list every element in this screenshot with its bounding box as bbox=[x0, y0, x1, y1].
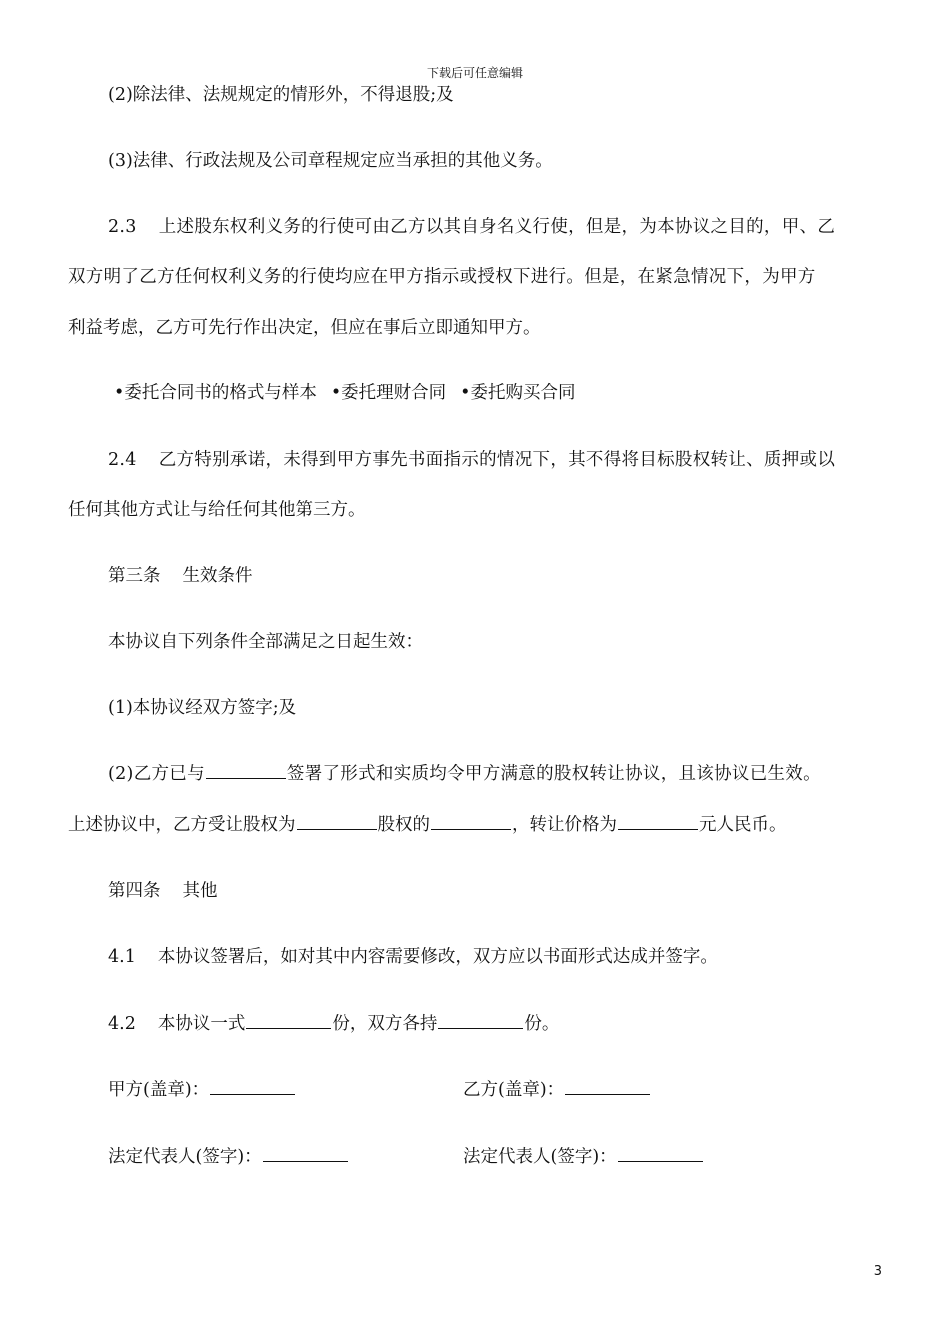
blank-field[interactable] bbox=[565, 1080, 650, 1095]
clause-2-2-item-2: (2)除法律、法规规定的情形外，不得退股;及 bbox=[108, 85, 454, 105]
clause-number: 4.2 bbox=[108, 1014, 136, 1034]
page-header: 下载后可任意编辑 bbox=[426, 66, 523, 80]
condition-2-line-2 bbox=[68, 814, 787, 836]
clause-text: 上述股东权利义务的行使可由乙方以其自身名义行使，但是，为本协议之目的，甲、乙 bbox=[158, 217, 836, 237]
clause-text: 乙方特别承诺，未得到甲方事先书面指示的情况下，其不得将目标股权转让、质押或以 bbox=[158, 450, 836, 470]
page-number: 3 bbox=[873, 1264, 882, 1279]
clause-2-3-line-3: 利益考虑，乙方可先行作出决定，但应在事后立即通知甲方。 bbox=[68, 318, 541, 338]
clause-2-4-line-2: 任何其他方式让与给任何其他第三方。 bbox=[68, 500, 366, 520]
related-link[interactable]: •委托合同书的格式与样本 bbox=[114, 383, 317, 403]
condition-2-text-e: ，转让价格为 bbox=[512, 815, 617, 835]
clause-2-3-line-2: 双方明了乙方任何权利义务的行使均应在甲方指示或授权下进行。但是，在紧急情况下，为甲方 bbox=[68, 267, 816, 287]
clause-text-c: 份。 bbox=[524, 1014, 560, 1034]
party-a-rep-label: 法定代表人(签字)： bbox=[108, 1147, 262, 1167]
clause-4-1 bbox=[108, 946, 718, 968]
condition-2-text-b: 签署了形式和实质均令甲方满意的股权转让协议，且该协议已生效。 bbox=[286, 764, 821, 784]
section-4-heading bbox=[108, 880, 218, 902]
section-3-heading bbox=[108, 565, 253, 587]
related-link[interactable]: •委托理财合同 bbox=[330, 383, 447, 403]
blank-field[interactable] bbox=[297, 815, 377, 830]
section-title: 生效条件 bbox=[182, 566, 253, 586]
party-a-seal-label: 甲方(盖章)： bbox=[108, 1080, 210, 1100]
blank-field[interactable] bbox=[246, 1014, 331, 1029]
clause-text: 本协议签署后，如对其中内容需要修改，双方应以书面形式达成并签字。 bbox=[157, 947, 718, 967]
blank-field[interactable] bbox=[618, 815, 698, 830]
condition-2-text-d: 股权的 bbox=[377, 815, 430, 835]
condition-1: (1)本协议经双方签字;及 bbox=[108, 698, 297, 718]
clause-number: 2.4 bbox=[108, 450, 137, 470]
clause-2-2-item-3: (3)法律、行政法规及公司章程规定应当承担的其他义务。 bbox=[108, 151, 553, 171]
party-a-seal-line bbox=[108, 1079, 296, 1101]
clause-text-b: 份，双方各持 bbox=[332, 1014, 438, 1034]
party-b-seal-line bbox=[463, 1079, 651, 1101]
clause-text-a: 本协议一式 bbox=[157, 1014, 246, 1034]
clause-2-3-line-1 bbox=[108, 216, 835, 238]
related-link[interactable]: •委托购买合同 bbox=[460, 383, 576, 403]
condition-2-line-1 bbox=[108, 763, 821, 785]
effect-conditions-intro: 本协议自下列条件全部满足之日起生效： bbox=[108, 632, 423, 652]
related-links bbox=[114, 382, 575, 404]
condition-2-text-c: 上述协议中，乙方受让股权为 bbox=[68, 815, 296, 835]
section-number: 第三条 bbox=[108, 566, 161, 586]
party-b-seal-label: 乙方(盖章)： bbox=[463, 1080, 565, 1100]
party-a-rep-line bbox=[108, 1146, 349, 1168]
blank-field[interactable] bbox=[206, 764, 286, 779]
section-number: 第四条 bbox=[108, 881, 161, 901]
party-b-rep-line bbox=[463, 1146, 704, 1168]
blank-field[interactable] bbox=[618, 1147, 703, 1162]
clause-number: 2.3 bbox=[108, 217, 137, 237]
blank-field[interactable] bbox=[431, 815, 511, 830]
clause-2-4-line-1 bbox=[108, 449, 835, 471]
blank-field[interactable] bbox=[263, 1147, 348, 1162]
party-b-rep-label: 法定代表人(签字)： bbox=[463, 1147, 617, 1167]
condition-2-text-a: (2)乙方已与 bbox=[108, 764, 205, 784]
blank-field[interactable] bbox=[438, 1014, 523, 1029]
condition-2-text-f: 元人民币。 bbox=[699, 815, 787, 835]
clause-4-2 bbox=[108, 1013, 559, 1035]
section-title: 其他 bbox=[182, 881, 218, 901]
clause-number: 4.1 bbox=[108, 947, 136, 967]
blank-field[interactable] bbox=[210, 1080, 295, 1095]
